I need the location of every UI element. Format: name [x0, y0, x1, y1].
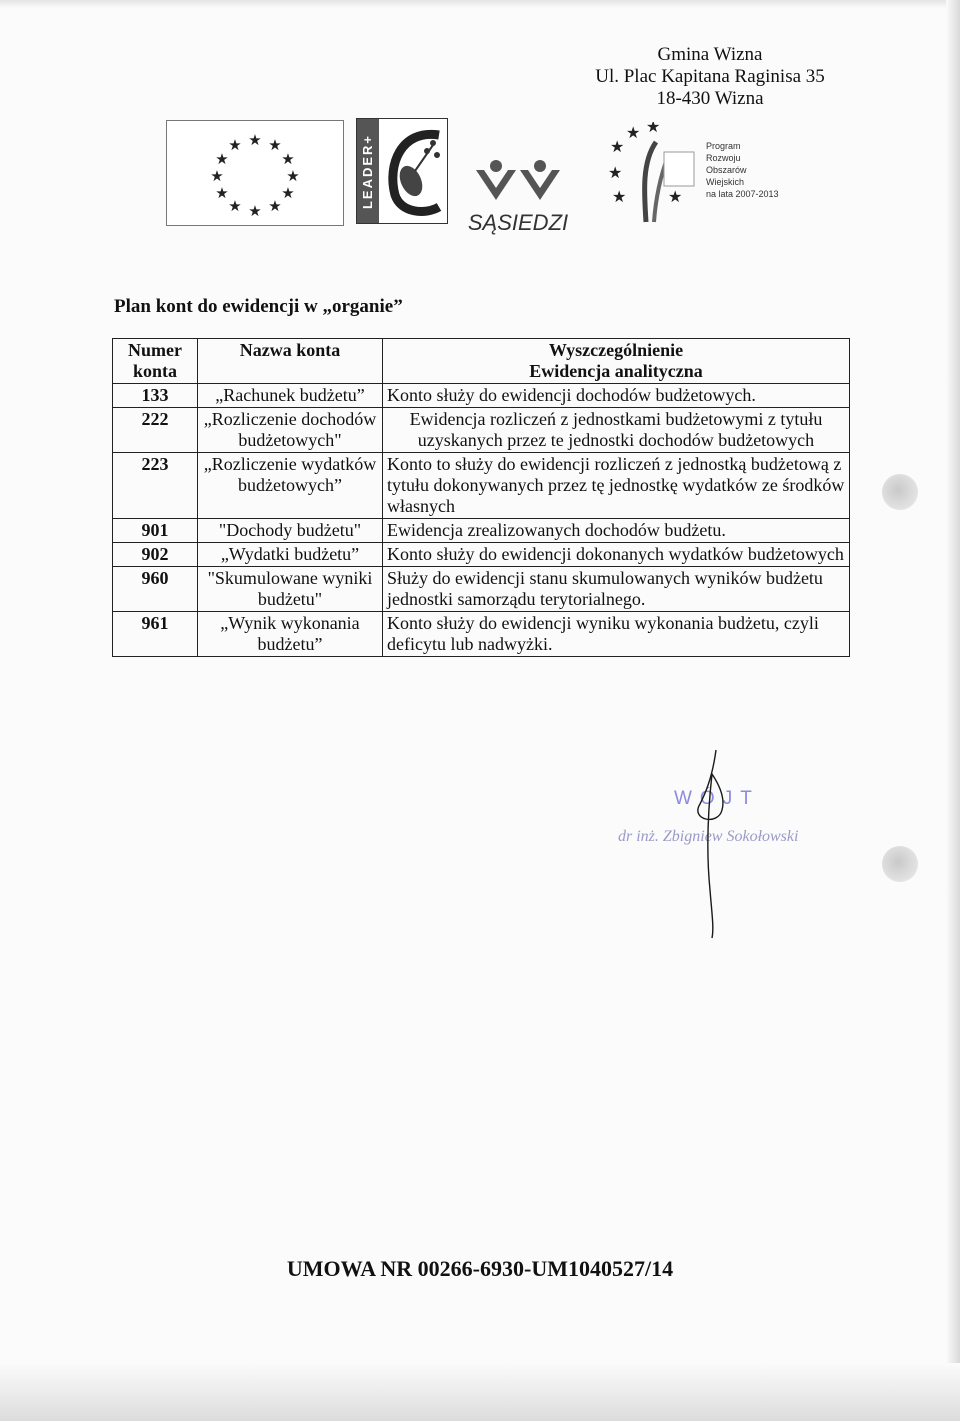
account-number: 902 — [113, 543, 198, 567]
header-account-number: Numer konta — [113, 339, 198, 384]
svg-text:★: ★ — [281, 184, 295, 202]
table-row — [113, 543, 850, 567]
punch-hole — [882, 474, 918, 510]
header-description: Wyszczególnienie Ewidencja analityczna — [383, 339, 850, 384]
table-row — [113, 567, 850, 612]
table-header-row — [113, 339, 850, 384]
eu-stars-icon — [167, 121, 343, 225]
account-name: „Wynik wykonania budżetu” — [198, 612, 383, 657]
leader-logo — [356, 118, 448, 224]
table-row — [113, 612, 850, 657]
account-name: "Dochody budżetu" — [198, 519, 383, 543]
svg-text:★: ★ — [626, 123, 641, 142]
svg-text:★: ★ — [646, 122, 661, 136]
accounts-table — [112, 338, 850, 657]
svg-text:★: ★ — [608, 163, 623, 182]
svg-text:★: ★ — [215, 184, 229, 202]
svg-text:★: ★ — [281, 150, 295, 168]
svg-text:★: ★ — [612, 187, 627, 206]
document-title: Plan kont do ewidencji w „organie” — [114, 296, 403, 317]
sasiedzi-figures-icon — [458, 140, 578, 210]
table-row — [113, 453, 850, 519]
scan-edge-top — [0, 0, 960, 8]
account-name: „Rozliczenie dochodów budżetowych" — [198, 408, 383, 453]
signature-stamp — [600, 740, 840, 940]
leader-emblem-icon — [381, 125, 445, 217]
municipality-name: Gmina Wizna — [657, 44, 763, 65]
account-name: "Skumulowane wyniki budżetu" — [198, 567, 383, 612]
punch-hole — [882, 846, 918, 882]
account-description: Służy do ewidencji stanu skumulowanych wyników budżetu jednostki samorządu terytorialnego. — [383, 567, 850, 612]
account-number: 133 — [113, 384, 198, 408]
account-number: 960 — [113, 567, 198, 612]
account-description: Konto służy do ewidencji wyniku wykonania budżetu, czyli deficytu lub nadwyżki. — [383, 612, 850, 657]
letterhead-address — [560, 44, 860, 110]
prow-emblem-icon — [606, 122, 706, 226]
account-description: Konto służy do ewidencji dokonanych wydatków budżetowych — [383, 543, 850, 567]
table-row — [113, 519, 850, 543]
scan-edge-right — [946, 0, 960, 1421]
account-number: 961 — [113, 612, 198, 657]
prow-logo — [606, 122, 786, 226]
svg-text:★: ★ — [210, 167, 224, 185]
svg-text:★: ★ — [268, 136, 282, 154]
eu-flag-logo — [166, 120, 344, 226]
logo-strip — [166, 118, 786, 235]
street-address: Ul. Plac Kapitana Raginisa 35 — [595, 66, 825, 87]
svg-text:★: ★ — [610, 137, 625, 156]
scan-edge-bottom — [0, 1363, 960, 1421]
account-description: Konto służy do ewidencji dochodów budżetowych. — [383, 384, 850, 408]
svg-text:★: ★ — [286, 167, 300, 185]
table-row — [113, 384, 850, 408]
svg-text:★: ★ — [228, 197, 242, 215]
account-description: Ewidencja zrealizowanych dochodów budżetu. — [383, 519, 850, 543]
postal-address: 18-430 Wizna — [656, 88, 764, 109]
header-account-name: Nazwa konta — [198, 339, 383, 384]
sasiedzi-logo — [458, 140, 578, 235]
prow-logo-text: Program Rozwoju Obszarów Wiejskich na lata 2007-2013 — [706, 141, 779, 199]
svg-text:★: ★ — [215, 150, 229, 168]
account-name: „Rachunek budżetu” — [198, 384, 383, 408]
account-description: Konto to służy do ewidencji rozliczeń z jednostką budżetową z tytułu dokonywanych przez tę jednostkę wydatków ze środków własnych — [383, 453, 850, 519]
handwritten-signature-icon — [600, 740, 840, 940]
svg-text:★: ★ — [248, 202, 262, 220]
account-name: „Rozliczenie wydatków budżetowych” — [198, 453, 383, 519]
stamp-name: dr inż. Zbigniew Sokołowski — [618, 828, 799, 845]
account-name: „Wydatki budżetu” — [198, 543, 383, 567]
table-row — [113, 408, 850, 453]
svg-text:★: ★ — [248, 131, 262, 149]
account-number: 222 — [113, 408, 198, 453]
contract-number: UMOWA NR 00266-6930-UM1040527/14 — [286, 1256, 674, 1281]
svg-text:★: ★ — [668, 187, 683, 206]
account-description: Ewidencja rozliczeń z jednostkami budżetowymi z tytułu uzyskanych przez te jednostki dochodów budżetowych — [383, 408, 850, 453]
leader-logo-text: LEADER+ — [360, 133, 376, 209]
account-number: 223 — [113, 453, 198, 519]
svg-text:★: ★ — [228, 136, 242, 154]
svg-text:★: ★ — [268, 197, 282, 215]
account-number: 901 — [113, 519, 198, 543]
sasiedzi-logo-text: SĄSIEDZI — [467, 210, 569, 235]
stamp-title: WÓJT — [674, 788, 760, 809]
